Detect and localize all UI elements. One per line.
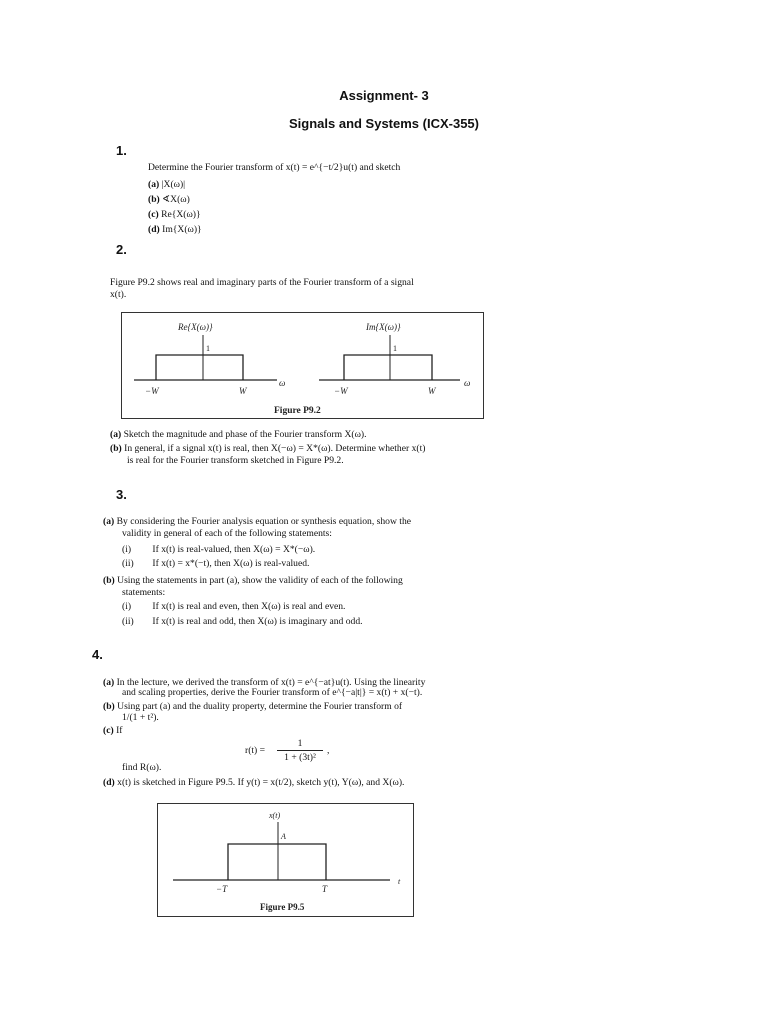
part-text: Sketch the magnitude and phase of the Fourier transform X(ω). <box>123 429 367 440</box>
question-1-number: 1. <box>116 143 127 158</box>
question-4-part-d <box>103 776 404 789</box>
figure-p9-2 <box>121 312 484 419</box>
left-pos-w: W <box>239 386 247 396</box>
part-text: x(t) is sketched in Figure P9.5. If y(t) = x(t/2), sketch y(t), Y(ω), and X(ω). <box>117 777 405 788</box>
figure-caption: Figure P9.5 <box>260 902 305 912</box>
fraction-bar <box>277 750 323 751</box>
ylabel-x-of-t: x(t) <box>269 811 281 820</box>
figure-caption: Figure P9.2 <box>274 406 321 416</box>
item-text: If x(t) is real and even, then X(ω) is real and even. <box>152 601 346 612</box>
part-label: (b) <box>103 575 115 586</box>
question-4-part-c <box>103 724 122 737</box>
equation-denominator: 1 + (3t)² <box>284 752 316 763</box>
figure-p9-2-plot <box>122 313 483 418</box>
item-text: If x(t) is real and odd, then X(ω) is imaginary and odd. <box>152 616 363 627</box>
right-neg-w: −W <box>334 386 348 396</box>
pos-t-label: T <box>322 884 328 894</box>
figure-p9-5 <box>157 803 414 917</box>
part-label: (a) <box>110 429 122 440</box>
part-text: By considering the Fourier analysis equation or synthesis equation, show the <box>116 516 412 527</box>
left-rect-pulse <box>156 355 243 380</box>
right-rect-pulse <box>344 355 432 380</box>
part-text: Using part (a) and the duality property, determine the Fourier transform of <box>117 701 403 712</box>
question-3-number: 3. <box>116 487 127 502</box>
equation-tail: , <box>327 745 330 756</box>
question-4-part-b-line2: 1/(1 + t²). <box>122 712 159 723</box>
course-title: Signals and Systems (ICX-355) <box>288 116 479 131</box>
question-1-intro: Determine the Fourier transform of x(t) = e^{−t/2}u(t) and sketch <box>148 162 401 173</box>
right-axis-omega: ω <box>464 378 471 388</box>
item-text: If x(t) = x*(−t), then X(ω) is real-valued. <box>152 558 310 569</box>
part-label: (a) <box>103 516 115 527</box>
question-2-intro-line2: x(t). <box>110 289 127 300</box>
part-text: If <box>116 725 123 736</box>
part-text: In general, if a signal x(t) is real, then X(−ω) = X*(ω). Determine whether x(t) <box>124 443 426 454</box>
amp-label: A <box>281 832 286 841</box>
item-label: (ii) <box>122 616 134 627</box>
question-3-part-b-line2: statements: <box>122 587 166 598</box>
question-3-a-item-i <box>122 543 315 556</box>
item-label: (i) <box>122 544 132 555</box>
question-1-part-c <box>148 208 201 221</box>
axis-t-label: t <box>398 877 401 886</box>
part-label: (a) <box>103 677 115 688</box>
neg-t-label: −T <box>216 884 228 894</box>
left-label: Re{X(ω)} <box>178 322 213 332</box>
part-label: (b) <box>110 443 122 454</box>
item-label: (ii) <box>122 558 134 569</box>
equation-numerator: 1 <box>297 738 303 749</box>
item-label: (i) <box>122 601 132 612</box>
part-text: |X(ω)| <box>161 179 186 190</box>
right-amp: 1 <box>393 344 397 353</box>
question-4-find: find R(ω). <box>122 762 162 773</box>
question-3-b-item-i <box>122 600 345 613</box>
part-label: (b) <box>148 194 160 205</box>
right-pos-w: W <box>428 386 436 396</box>
part-label: (d) <box>103 777 115 788</box>
left-neg-w: −W <box>145 386 159 396</box>
question-4-number: 4. <box>92 647 103 662</box>
question-3-b-item-ii <box>122 615 363 628</box>
part-label: (c) <box>103 725 114 736</box>
equation-fraction <box>277 738 323 763</box>
question-1-part-b <box>148 193 190 206</box>
question-1-part-d <box>148 223 202 236</box>
equation-lhs: r(t) = <box>245 745 266 756</box>
part-text: Re{X(ω)} <box>161 209 201 220</box>
right-label: Im{X(ω)} <box>366 322 401 332</box>
part-label: (c) <box>148 209 159 220</box>
part-label: (b) <box>103 701 115 712</box>
question-3-part-a-line2: validity in general of each of the following statements: <box>122 528 332 539</box>
part-text: In the lecture, we derived the transform of x(t) = e^{−at}u(t). Using the linearity <box>116 677 426 688</box>
part-text: ∢X(ω) <box>162 194 190 205</box>
question-4-part-a-line2: and scaling properties, derive the Fourier transform of e^{−a|t|} = x(t) + x(−t). <box>122 687 423 698</box>
question-2-part-a <box>110 428 367 441</box>
part-text: Using the statements in part (a), show the validity of each of the following <box>117 575 403 586</box>
rect-pulse <box>228 844 326 880</box>
question-2-number: 2. <box>116 242 127 257</box>
question-3-a-item-ii <box>122 557 309 570</box>
left-amp: 1 <box>206 344 210 353</box>
question-2-part-b-line2: is real for the Fourier transform sketched in Figure P9.2. <box>127 455 344 466</box>
figure-p9-5-plot <box>158 804 413 916</box>
assignment-title: Assignment- 3 <box>339 88 429 103</box>
question-2-intro-line1: Figure P9.2 shows real and imaginary parts of the Fourier transform of a signal <box>110 277 414 288</box>
part-text: Im{X(ω)} <box>162 224 202 235</box>
left-axis-omega: ω <box>279 378 286 388</box>
part-label: (d) <box>148 224 160 235</box>
question-1-part-a <box>148 178 185 191</box>
item-text: If x(t) is real-valued, then X(ω) = X*(−ω). <box>152 544 316 555</box>
part-label: (a) <box>148 179 160 190</box>
